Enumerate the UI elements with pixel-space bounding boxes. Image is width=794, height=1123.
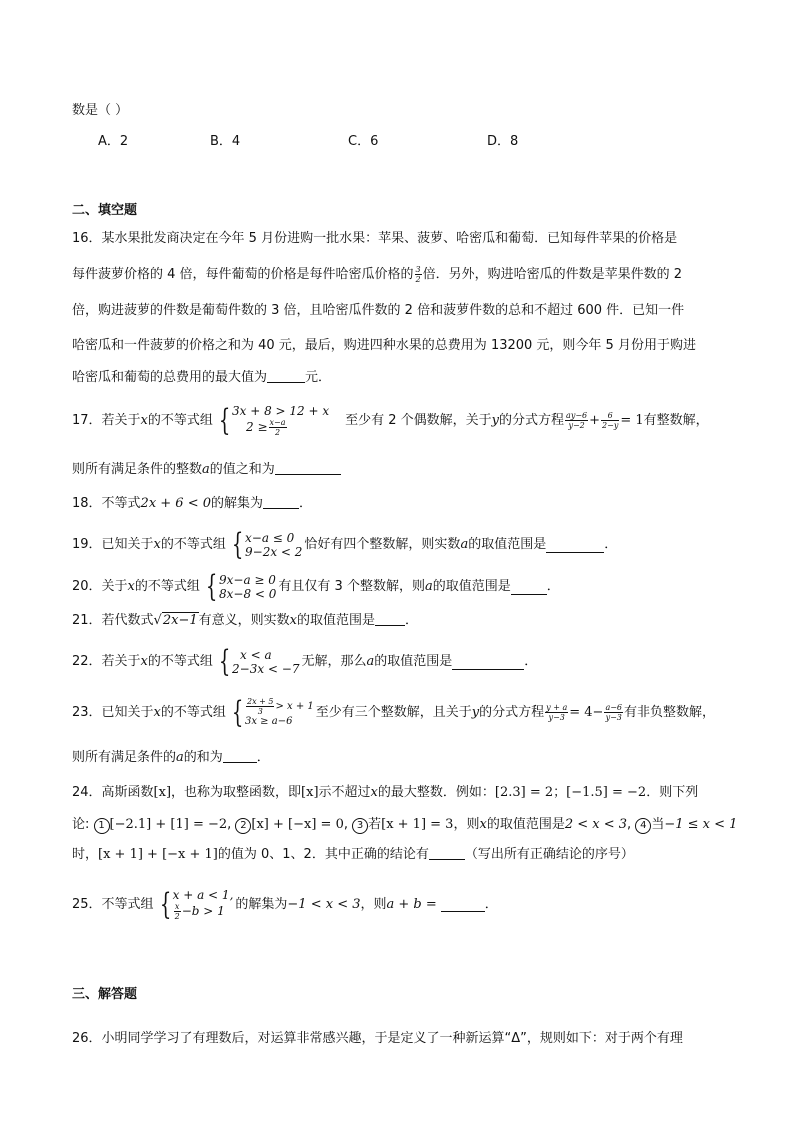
question-24-line-1: 24．高斯函数[x]，也称为取整函数，即[x]示不超过x的最大整数．例如：[2.3] = 2；[−1.5] = −2．则下列: [72, 785, 699, 800]
inequality-system: { $\frac{2x + 5}{3}$ > x + 1 3x ≥ a−6: [231, 694, 314, 730]
circled-number-4: 4: [635, 818, 651, 834]
answer-blank: [429, 845, 465, 860]
inequality-system: { x−a ≤ 0 9−2x < 2: [231, 527, 303, 562]
inequality-system: { 3x + 8 > 12 + x 2 ≥ $\frac{x-a}{2}$: [218, 402, 330, 438]
section-heading-fill-in: 二、填空题: [72, 203, 138, 218]
question-16-line-2: 每件菠萝价格的 4 倍，每件葡萄的价格是每件哈密瓜价格的 $\frac{3}{2}$ 倍．另外，购进哈密瓜的件数是苹果件数的 2: [72, 265, 683, 284]
answer-blank: [546, 538, 604, 553]
question-15-stem-tail: 数是（ ）: [72, 103, 129, 118]
answer-blank: [441, 897, 485, 912]
question-17-line-2: 则所有满足条件的整数a的值之和为: [72, 460, 341, 480]
question-24-line-3: 时，[x + 1] + [−x + 1]的值为 0、1、2．其中正确的结论有 （写出所有正确结论的序号）: [72, 847, 634, 862]
answer-blank: [452, 655, 524, 670]
answer-blank: [511, 580, 547, 595]
question-16-line-5: 哈密瓜和葡萄的总费用的最大值为 元．: [72, 370, 332, 385]
square-root: √2x−1: [153, 613, 198, 628]
question-21: 21．若代数式√2x−1有意义，则实数x的取值范围是 ．: [72, 613, 419, 628]
question-25: 25．不等式组 { x + a < 1, $\frac{x}{2}$ −b > 1 的解集为 −1 < x < 3 ，则 a + b = ．: [72, 886, 498, 922]
circled-number-1: 1: [94, 818, 110, 834]
question-20: 20．关于 x 的不等式组 { 9x−a ≥ 0 8x−8 < 0 有且仅有 3 个整数解，则 a 的取值范围是 ．: [72, 569, 560, 604]
inequality-system: { 9x−a ≥ 0 8x−8 < 0: [205, 569, 277, 604]
answer-blank: [275, 460, 341, 475]
circled-number-3: 3: [352, 818, 368, 834]
answer-blank: [263, 494, 299, 509]
option-b: B．4: [210, 134, 241, 149]
answer-blank: [223, 748, 257, 763]
circled-number-2: 2: [235, 818, 251, 834]
question-18: 18．不等式2x + 6 < 0的解集为 ．: [72, 496, 313, 511]
question-23-line-1: 23．已知关于 x 的不等式组 { $\frac{2x + 5}{3}$ > x + 1 3x ≥ a−6 至少有三个整数解，且关于 y 的分式方程 $\frac{y + a}{y-3}$ = 4− $\frac{a-6}{y-3}$ 有非负整数解，: [72, 694, 716, 730]
question-19: 19．已知关于 x 的不等式组 { x−a ≤ 0 9−2x < 2 恰好有四个整数解，则实数 a 的取值范围是 ．: [72, 527, 618, 562]
question-24-line-2: 论: 1 [−2.1] + [1] = −2, 2 [x] + [−x] = 0, 3 若[x + 1] = 3，则x的取值范围是2 < x < 3, 4 当−1 ≤ x < 1: [72, 817, 738, 832]
question-16-line-1: 16．某水果批发商决定在今年 5 月份进购一批水果：苹果、菠萝、哈密瓜和葡萄．已知每件苹果的价格是: [72, 231, 678, 246]
question-16-line-3: 倍，购进菠萝的件数是葡萄件数的 3 倍，且哈密瓜件数的 2 倍和菠萝件数的总和不超过 600 件．已知一件: [72, 303, 685, 318]
answer-blank: [375, 611, 405, 626]
option-a: A．2: [98, 134, 129, 149]
answer-blank: [267, 368, 305, 383]
question-26-line-1: 26．小明同学学习了有理数后，对运算非常感兴趣，于是定义了一种新运算“Δ”，规则如下：对于两个有理: [72, 1031, 683, 1046]
question-16-line-4: 哈密瓜和一件菠萝的价格之和为 40 元，最后，购进四种水果的总费用为 13200 元，则今年 5 月份用于购进: [72, 338, 696, 353]
question-22: 22．若关于 x 的不等式组 { x < a 2−3x < −7 无解，那么 a 的取值范围是 ．: [72, 644, 538, 679]
question-23-line-2: 则所有满足条件的a的和为 ．: [72, 750, 270, 765]
inequality-system: { x + a < 1, $\frac{x}{2}$ −b > 1: [159, 886, 234, 922]
fraction-three-halves: $\frac{3}{2}$: [415, 265, 421, 284]
section-heading-solve: 三、解答题: [72, 987, 138, 1002]
inequality-system: { x < a 2−3x < −7: [218, 644, 300, 679]
question-17-line-1: 17．若关于 x 的不等式组 { 3x + 8 > 12 + x 2 ≥ $\frac{x-a}{2}$ 至少有 2 个偶数解，关于 y 的分式方程 $\frac{ay-6}{y-2}$ + $\frac{6}{2-y}$ = 1 有整数解，: [72, 402, 709, 438]
option-c: C．6: [348, 134, 379, 149]
option-d: D．8: [487, 134, 519, 149]
